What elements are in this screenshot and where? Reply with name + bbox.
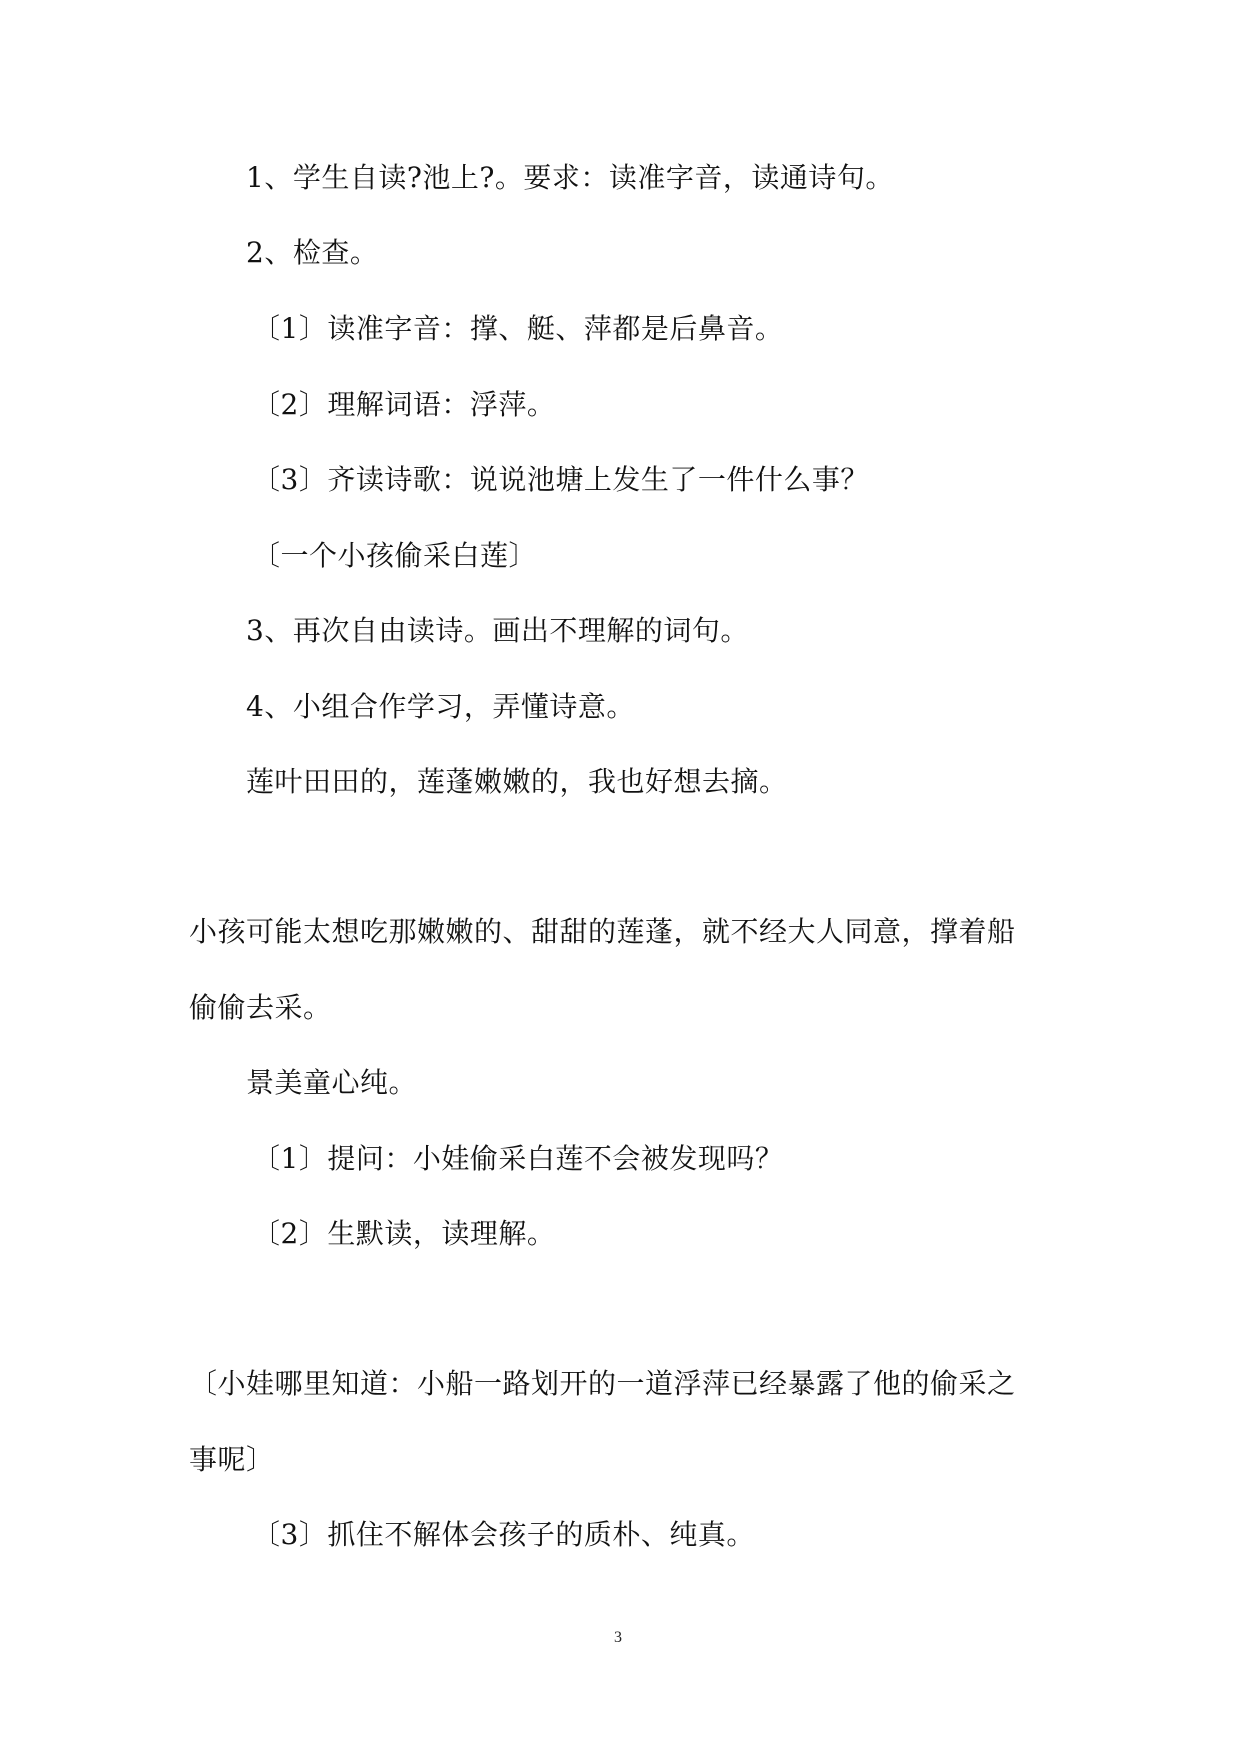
text-line-15: 〔小娃哪里知道：小船一路划开的一道浮萍已经暴露了他的偷采之 [189,1367,1016,1400]
text-line-5: 〔3〕齐读诗歌：说说池塘上发生了一件什么事？ [252,463,869,496]
text-line-8: 4、小组合作学习，弄懂诗意。 [246,690,635,723]
text-line-7: 3、再次自由读诗。画出不理解的词句。 [246,614,749,647]
page-number: 3 [614,1629,622,1646]
text-line-14: 〔2〕生默读，读理解。 [252,1217,556,1250]
text-line-4: 〔2〕理解词语：浮萍。 [252,388,556,421]
text-line-12: 景美童心纯。 [246,1066,418,1099]
text-line-16: 事呢〕 [189,1443,275,1476]
text-line-9: 莲叶田田的，莲蓬嫩嫩的，我也好想去摘。 [246,765,788,798]
text-line-3: 〔1〕读准字音：撑、艇、萍都是后鼻音。 [252,312,784,345]
text-line-10: 小孩可能太想吃那嫩嫩的、甜甜的莲蓬，就不经大人同意，撑着船 [189,915,1016,948]
text-line-13: 〔1〕提问：小娃偷采白莲不会被发现吗？ [252,1142,784,1175]
text-line-17: 〔3〕抓住不解体会孩子的质朴、纯真。 [252,1518,755,1551]
text-line-2: 2、检查。 [246,236,379,269]
text-line-11: 偷偷去采。 [189,991,332,1024]
text-line-6: 〔一个小孩偷采白莲〕 [252,539,538,572]
text-line-1: 1、学生自读?池上?。要求：读准字音，读通诗句。 [246,161,894,194]
